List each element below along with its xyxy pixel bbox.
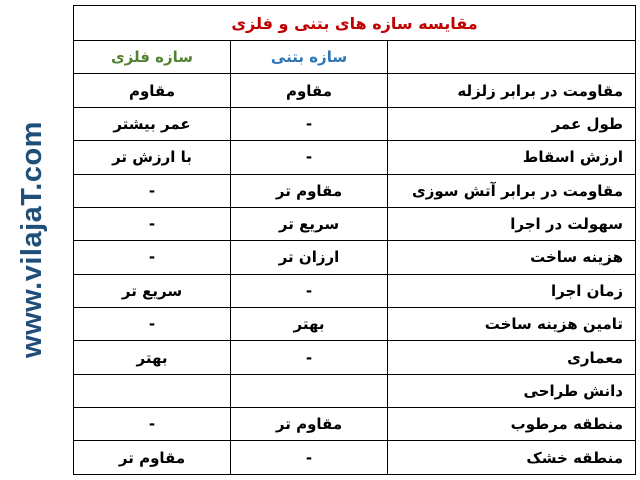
cell-steel: بهتر [74,341,231,374]
table-row [74,107,636,140]
cell-feature: منطقه خشک [388,441,636,475]
cell-concrete: مقاوم تر [231,174,388,207]
comparison-table [73,5,636,475]
cell-feature: هزینه ساخت [388,241,636,274]
cell-feature: طول عمر [388,107,636,140]
cell-steel: - [74,408,231,441]
cell-concrete: بهتر [231,308,388,341]
cell-steel: - [74,241,231,274]
table-row [74,374,636,407]
table-row [74,141,636,174]
cell-steel: - [74,207,231,240]
table-row [74,174,636,207]
watermark-text: www.vilajaT.com [15,120,48,358]
cell-steel: مقاوم تر [74,441,231,475]
table-title: مقایسه سازه های بتنی و فلزی [74,6,636,41]
cell-concrete: - [231,274,388,307]
table-row [74,74,636,107]
cell-concrete: - [231,107,388,140]
cell-concrete: سریع تر [231,207,388,240]
table-row [74,441,636,475]
comparison-table-body [74,6,636,475]
cell-concrete: مقاوم [231,74,388,107]
header-feature [388,41,636,74]
cell-steel [74,374,231,407]
watermark [6,98,58,380]
cell-steel: - [74,308,231,341]
cell-feature: تامین هزینه ساخت [388,308,636,341]
cell-concrete: - [231,441,388,475]
table-row [74,341,636,374]
cell-concrete: - [231,341,388,374]
cell-feature: ارزش اسقاط [388,141,636,174]
cell-steel: مقاوم [74,74,231,107]
header-row [74,41,636,74]
cell-concrete: ارزان تر [231,241,388,274]
cell-feature: معماری [388,341,636,374]
cell-feature: دانش طراحی [388,374,636,407]
table-row [74,274,636,307]
cell-feature: سهولت در اجرا [388,207,636,240]
cell-feature: مقاومت در برابر آتش سوزی [388,174,636,207]
cell-steel: با ارزش تر [74,141,231,174]
cell-concrete: - [231,141,388,174]
cell-feature: زمان اجرا [388,274,636,307]
table-row [74,241,636,274]
table-row [74,207,636,240]
cell-steel: عمر بیشتر [74,107,231,140]
header-concrete: سازه بتنی [231,41,388,74]
cell-concrete: مقاوم تر [231,408,388,441]
cell-steel: سریع تر [74,274,231,307]
cell-feature: مقاومت در برابر زلزله [388,74,636,107]
table-row [74,408,636,441]
cell-steel: - [74,174,231,207]
title-row [74,6,636,41]
table-row [74,308,636,341]
header-steel: سازه فلزی [74,41,231,74]
cell-concrete [231,374,388,407]
cell-feature: منطقه مرطوب [388,408,636,441]
